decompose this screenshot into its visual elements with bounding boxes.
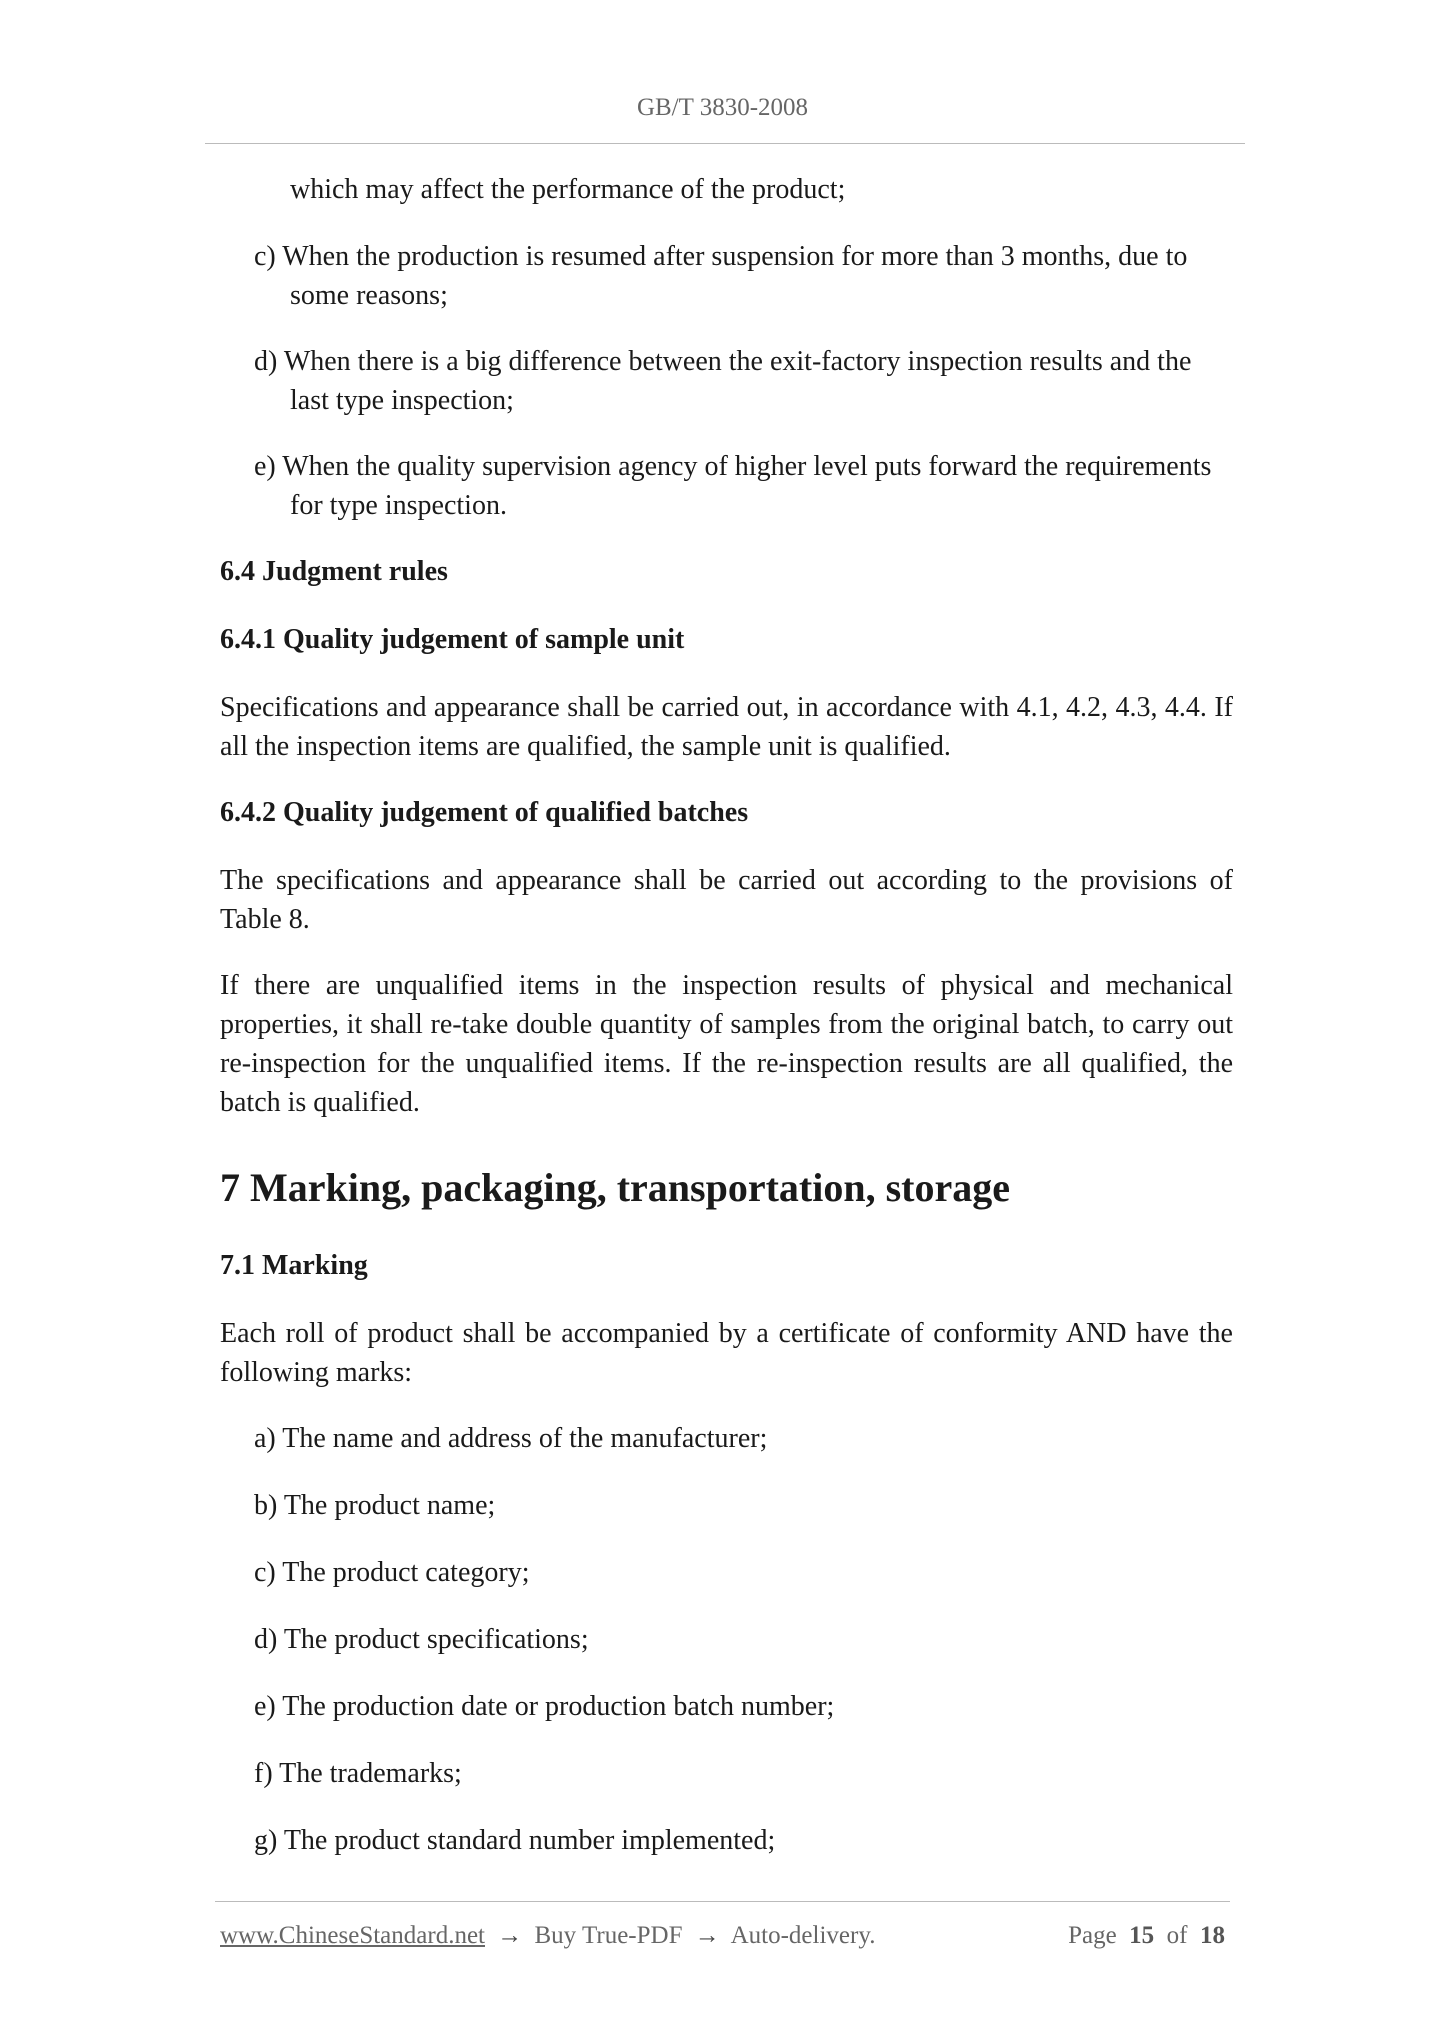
auto-delivery-text: Auto-delivery.: [730, 1922, 876, 1949]
buy-text: Buy True-PDF: [534, 1922, 683, 1949]
arrow-right-icon: →: [497, 1922, 523, 1949]
paragraph-6-4-2-a: The specifications and appearance shall be carried out according to the provisions of Table 8.: [220, 865, 1233, 935]
section-heading-6-4: 6.4 Judgment rules: [220, 556, 448, 587]
section-heading-7-1: 7.1 Marking: [220, 1250, 368, 1281]
page-current: 15: [1129, 1922, 1155, 1949]
paragraph-7-1: Each roll of product shall be accompanied by a certificate of conformity AND have the following marks:: [220, 1318, 1233, 1388]
chapter-heading-7: 7 Marking, packaging, transportation, storage: [220, 1165, 1010, 1210]
list-item-d: d) When there is a big difference between the exit-factory inspection results and the last type inspection;: [254, 346, 1192, 416]
paragraph-6-4-2-b: If there are unqualified items in the inspection results of physical and mechanical properties, it shall re-take double quantity of samples from the original batch, to carry out re-inspection for the unqualified items. If the re-inspection results are all qualified, the batch is qualified.: [220, 970, 1233, 1118]
footer-promo: [220, 1922, 875, 1950]
section-heading-6-4-1: 6.4.1 Quality judgement of sample unit: [220, 624, 685, 655]
page-total: 18: [1200, 1922, 1225, 1949]
mark-item-g: g) The product standard number implemented;: [254, 1825, 776, 1856]
site-link[interactable]: www.ChineseStandard.net: [220, 1922, 485, 1949]
mark-item-d: d) The product specifications;: [254, 1624, 589, 1655]
continuation-text: which may affect the performance of the product;: [290, 174, 846, 205]
list-item-c: c) When the production is resumed after suspension for more than 3 months, due to some reasons;: [254, 241, 1188, 311]
of-label: of: [1166, 1922, 1188, 1949]
paragraph-6-4-1: Specifications and appearance shall be carried out, in accordance with 4.1, 4.2, 4.3, 4.4. If all the inspection items are qualified, the sample unit is qualified.: [220, 692, 1233, 762]
arrow-right-icon: →: [694, 1922, 720, 1949]
page-label: Page: [1068, 1922, 1117, 1949]
mark-item-f: f) The trademarks;: [254, 1758, 462, 1789]
mark-item-c: c) The product category;: [254, 1557, 530, 1588]
footer-divider: [215, 1901, 1230, 1902]
page-header: GB/T 3830-2008: [636, 94, 809, 121]
mark-item-e: e) The production date or production batch number;: [254, 1691, 835, 1722]
list-item-e: e) When the quality supervision agency of higher level puts forward the requirements for type inspection.: [254, 451, 1212, 521]
mark-item-a: a) The name and address of the manufacturer;: [254, 1423, 768, 1454]
page-number: [1068, 1922, 1225, 1950]
mark-item-b: b) The product name;: [254, 1490, 496, 1521]
header-divider: [205, 143, 1245, 144]
document-body: [220, 170, 1233, 1888]
section-heading-6-4-2: 6.4.2 Quality judgement of qualified batches: [220, 797, 749, 828]
